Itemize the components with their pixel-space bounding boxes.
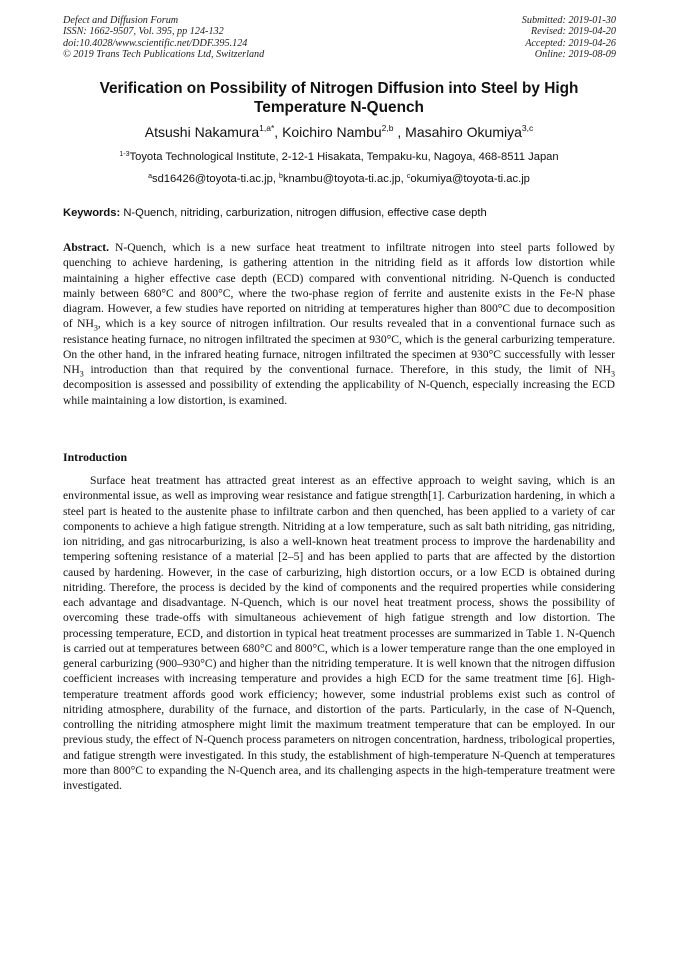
subscript: 3 [93, 323, 98, 333]
affiliation-mark: 1-3 [119, 151, 130, 158]
section-heading-introduction: Introduction [63, 450, 128, 464]
keywords-label: Keywords: [63, 207, 121, 219]
abstract-text: introduction than that required by the conventional furnace. Therefore, in this study, the limit of NH [83, 363, 611, 376]
affiliation-text: Toyota Technological Institute, 2-12-1 Hisakata, Tempaku-ku, Nagoya, 468-8511 Japan [129, 151, 559, 163]
date-online: Online: 2019-08-09 [534, 48, 616, 60]
affiliation [40, 150, 638, 164]
journal-issn: ISSN: 1662-9507, Vol. 395, pp 124-132 [63, 26, 224, 38]
abstract [63, 240, 615, 408]
subscript: 3 [611, 369, 615, 379]
publication-dates [522, 15, 616, 60]
abstract-label: Abstract. [63, 241, 110, 254]
email-link[interactable]: sd16426@toyota-ti.ac.jp [151, 173, 273, 185]
email-mark: a [148, 173, 152, 180]
email-mark: b [279, 173, 283, 180]
author-list: Atsushi Nakamura$^{1,a*}$, Koichiro Nambu$^{2,b}$ , Masahiro Okumiya$^{3,c}$ [144, 123, 534, 140]
date-accepted: Accepted: 2019-04-26 [525, 37, 616, 49]
email-link[interactable]: okumiya@toyota-ti.ac.jp [410, 173, 530, 185]
keywords-text: N-Quench, nitriding, carburization, nitrogen diffusion, effective case depth [123, 207, 487, 219]
author-name: Koichiro Nambu [282, 124, 382, 140]
date-submitted: Submitted: 2019-01-30 [521, 15, 616, 26]
keywords [63, 206, 618, 220]
email-link[interactable]: knambu@toyota-ti.ac.jp [282, 173, 401, 185]
abstract-text: , which is a key source of nitrogen infiltration. Our results revealed that in a conventional furnace such as resistance heating furnace, no nitrogen infiltrated the specimen at 930°C, which is the general carburizing temperature. On the other hand, in the infrared heating furnace, nitrogen infiltrated the specimen at 930°C successfully with lesser NH [63, 317, 615, 376]
journal-copyright: © 2019 Trans Tech Publications Ltd, Switzerland [63, 48, 265, 60]
journal-info [63, 15, 264, 60]
email-mark: c [406, 173, 411, 180]
introduction-paragraph: Surface heat treatment has attracted great interest as an effective approach to weight saving, which is an environmental issue, as well as improving wear resistance and fatigue strength[1]. Carburization hardening, in which a steel part is heated to the austenite phase to infiltrate carbon and then quenched, has been applied to a variety of car components to achieve a high fatigue strength. Nitriding at a low temperature, such as salt bath nitriding, gas nitriding, ion nitriding, and gas nitrocarburizing, is also a well-known heat treatment process to improve the hardenability and tempering softening resistance of a material [2–5] and has been applied to parts that are affected by the distortion caused by hardening. However, in the case of carburizing, high distortion occurs, or a low ECD is obtained during nitriding. Therefore, the process is decided by the kind of components and the required properties while considering each advantage and disadvantage. N-Quench, which is our novel heat treatment process, shows the possibility of overcoming these trade-offs with simultaneous achievement of high fatigue strength and low distortion. The processing temperature, ECD, and distortion in typical heat treatment processes are summarized in Table 1. N-Quench is carried out at temperatures between 680°C and 800°C, which is a lower temperature range than the one employed in general carburizing (900–930°C) and higher than the nitriding temperature. It is well known that the nitrogen diffusion coefficient increases with increasing temperature and provides a high ECD for the same treatment time [6]. High-temperature treatment affords good work efficiency; however, some industrial problems exist such as control of nitriding atmosphere, durability of the furnace, and distortion of the parts. Particularly, in the case of N-Quench, controlling the nitriding atmosphere might limit the maximum treatment temperature that can be employed. In our previous study, the effect of N-Quench process parameters on nitrogen concentration, hardness, tribological properties, and fatigue strength were investigated. In this study, the establishment of high-temperature N-Quench at temperatures more than 800°C to expanding the N-Quench area, and its challenging aspects in the high-temperature treatment were investigated. [63, 474, 615, 792]
author-affil-mark: 3,c [521, 123, 534, 133]
journal-name: Defect and Diffusion Forum [63, 15, 179, 26]
author-name: Masahiro Okumiya [405, 124, 522, 140]
paper-title: Verification on Possibility of Nitrogen Diffusion into Steel by High Temperature N-Quench [99, 80, 579, 116]
author-emails: $^a$sd16426@toyota-ti.ac.jp, $^b$knambu@toyota-ti.ac.jp, $^c$okumiya@toyota-ti.ac.jp [148, 173, 530, 185]
journal-doi: doi:10.4028/www.scientific.net/DDF.395.124 [63, 37, 248, 49]
author-affil-mark: 2,b [381, 123, 394, 133]
abstract-text: N-Quench, which is a new surface heat treatment to infiltrate nitrogen into steel parts followed by quenching to achieve hardening, is gathering attention in the nitriding field as it affords low distortion while maintaining a higher effective case depth (ECD) compared with conventional nitriding. N-Quench is conducted mainly between 680°C and 800°C, where the two-phase region of ferrite and austenite exists in the Fe-N phase diagram. However, a few studies have reported on nitriding at temperatures higher than 800°C due to decomposition of NH [63, 241, 615, 331]
abstract-text: decomposition is assessed and possibility of extending the applicability of N-Quench, especially increasing the ECD while maintaining a low distortion, is examined. [63, 378, 615, 407]
subscript: 3 [79, 369, 84, 379]
date-revised: Revised: 2019-04-20 [530, 26, 616, 38]
author-affil-mark: 1,a* [259, 123, 275, 133]
author-name: Atsushi Nakamura [144, 124, 260, 140]
